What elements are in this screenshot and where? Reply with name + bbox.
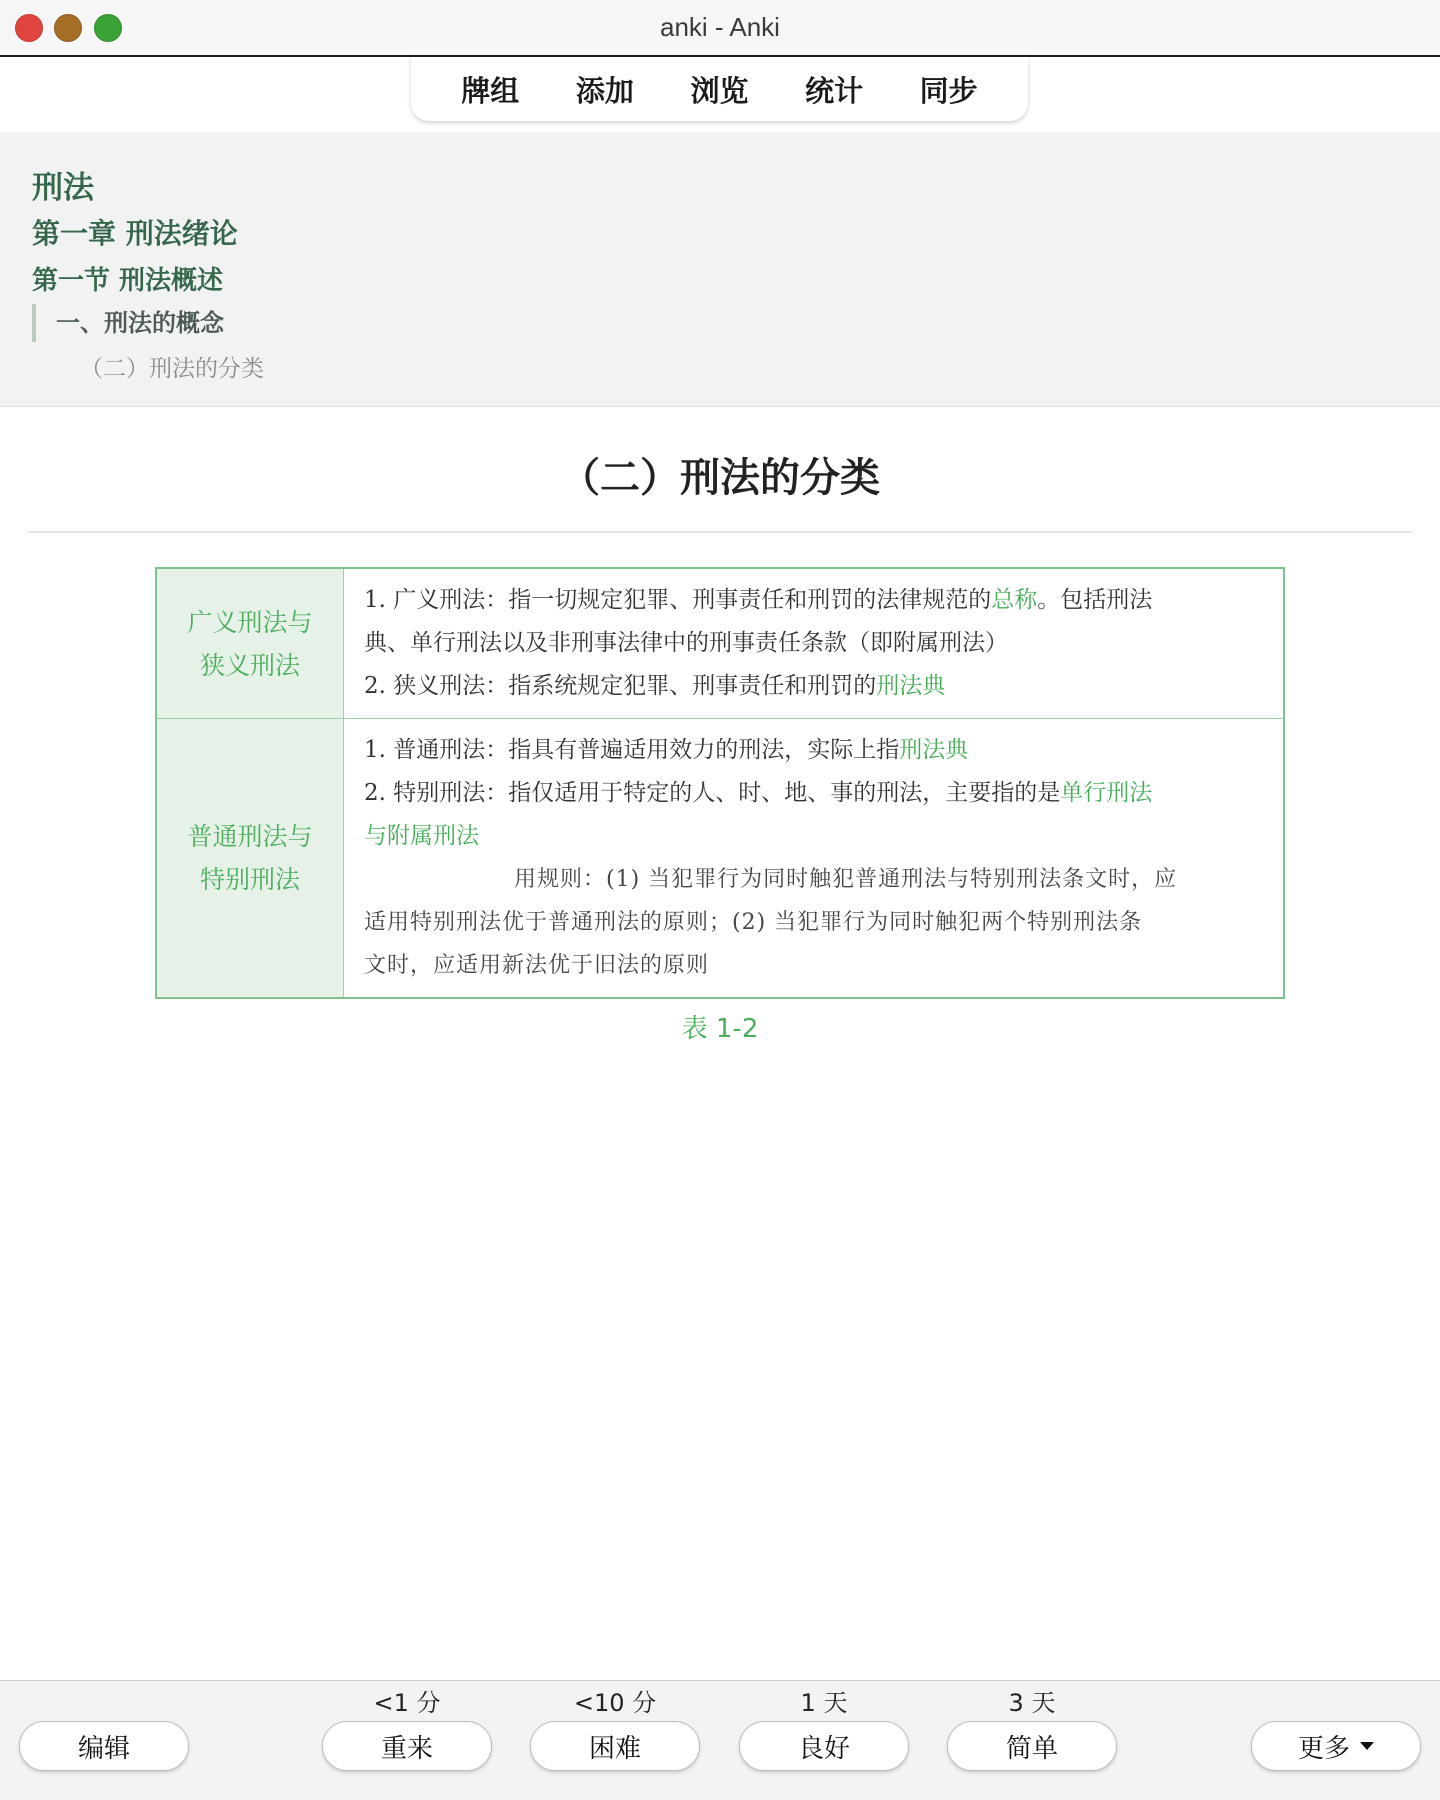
breadcrumb-subject: 刑法 xyxy=(32,170,94,206)
table-row xyxy=(156,568,1284,719)
easy-button[interactable]: 简单 xyxy=(947,1721,1117,1771)
nav-browse[interactable]: 浏览 xyxy=(690,73,749,108)
description-line: 1. 普通刑法：指具有普遍适用效力的刑法，实际上指刑法典 xyxy=(364,737,969,763)
window-title: anki - Anki xyxy=(660,12,780,42)
highlight-term: 刑法典 xyxy=(899,737,969,763)
hard-button[interactable]: 困难 xyxy=(530,1721,700,1771)
nav-add[interactable]: 添加 xyxy=(575,73,634,108)
title-bar xyxy=(0,0,1440,57)
table-description-cell xyxy=(344,719,1285,999)
good-interval: 1 天 xyxy=(800,1689,848,1717)
rule-line: 适用特别刑法优于普通刑法的原则；(2) 当犯罪行为同时触犯两个特别刑法条 xyxy=(364,910,1143,935)
highlight-term: 与附属刑法 xyxy=(364,823,479,849)
table-category-cell xyxy=(156,568,344,719)
category-label: 特别刑法 xyxy=(199,865,300,894)
classification-table xyxy=(155,567,1285,999)
highlight-term: 单行刑法 xyxy=(1060,780,1153,806)
breadcrumb-topic: 一、刑法的概念 xyxy=(32,304,224,342)
chevron-down-icon xyxy=(1360,1742,1374,1750)
breadcrumb-chapter: 第一章 刑法绪论 xyxy=(32,217,238,250)
good-button[interactable]: 良好 xyxy=(739,1721,909,1771)
description-line: 典、单行刑法以及非刑事法律中的刑事责任条款（即附属刑法） xyxy=(364,630,1008,656)
highlight-term: 总称 xyxy=(991,587,1038,613)
breadcrumb-section: 第一节 刑法概述 xyxy=(32,266,224,296)
nav-sync[interactable]: 同步 xyxy=(919,73,978,108)
hard-interval: <10 分 xyxy=(573,1689,657,1717)
table-row xyxy=(156,719,1284,999)
breadcrumb-subtopic: （二）刑法的分类 xyxy=(80,356,264,382)
rule-line: 文时，应适用新法优于旧法的原则 xyxy=(364,953,710,978)
more-button[interactable] xyxy=(1251,1721,1421,1771)
rule-line: 用规则：(1) 当犯罪行为同时触犯普通刑法与特别刑法条文时，应 xyxy=(514,867,1178,892)
description-line: 2. 狭义刑法：指系统规定犯罪、刑事责任和刑罚的刑法典 xyxy=(364,673,946,699)
card-divider xyxy=(28,531,1412,533)
table-caption: 表 1-2 xyxy=(681,1014,759,1044)
table-description-cell xyxy=(344,568,1285,719)
breadcrumb xyxy=(0,132,1440,407)
top-navigation xyxy=(411,57,1028,121)
again-interval: <1 分 xyxy=(373,1689,441,1717)
more-label: 更多 xyxy=(1297,1733,1350,1764)
highlight-term: 刑法典 xyxy=(876,673,946,699)
category-label: 广义刑法与 xyxy=(187,607,313,637)
category-label: 狭义刑法 xyxy=(199,650,300,680)
table-category-cell xyxy=(156,719,344,999)
description-line: 2. 特别刑法：指仅适用于特定的人、时、地、事的刑法，主要指的是单行刑法 xyxy=(364,780,1153,806)
again-button[interactable]: 重来 xyxy=(322,1721,492,1771)
description-line: 1. 广义刑法：指一切规定犯罪、刑事责任和刑罚的法律规范的总称。包括刑法 xyxy=(364,587,1153,613)
card-title: （二）刑法的分类 xyxy=(560,455,880,501)
category-label: 普通刑法与 xyxy=(187,822,313,851)
edit-button[interactable]: 编辑 xyxy=(19,1721,189,1771)
nav-decks[interactable]: 牌组 xyxy=(461,73,520,108)
review-bottom-bar xyxy=(0,1680,1440,1800)
easy-interval: 3 天 xyxy=(1008,1689,1056,1717)
nav-stats[interactable]: 统计 xyxy=(805,73,864,108)
